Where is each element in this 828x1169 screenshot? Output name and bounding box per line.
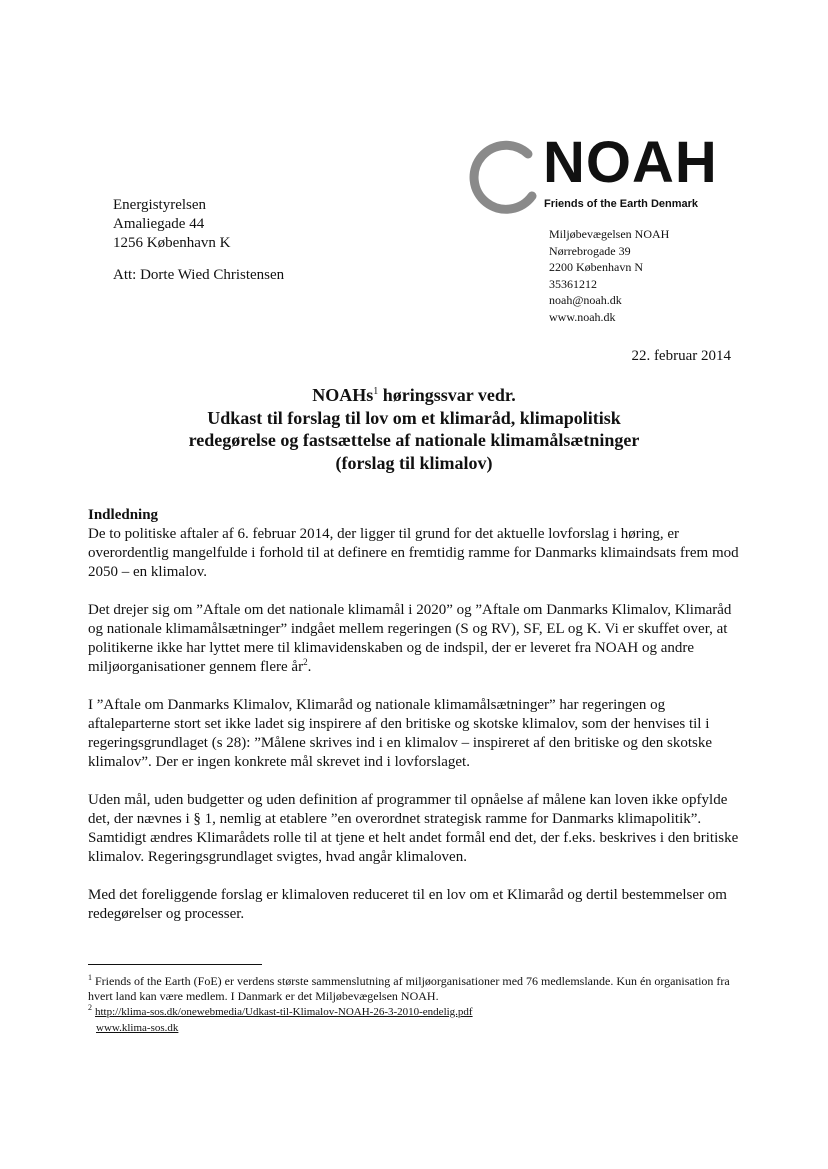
footnote-2: $^2$ http://klima-sos.dk/onewebmedia/Udkast-til-Klimalov-NOAH-26-3-2010-endelig.pdf [88, 1003, 473, 1018]
footnote-1: $^1$ Friends of the Earth (FoE) er verdens største sammenslutning af miljøorganisationer med 76 medlemslande. Kun én organisation fra hvert land kan være medlem. I Danmark er det Miljøbevægelsen NOAH. [88, 973, 730, 1003]
title-line-4: (forslag til klimalov) [335, 452, 493, 473]
paragraph-2: Det drejer sig om ”Aftale om det nationale klimamål i 2020” og ”Aftale om Danmarks Klimalov, Klimaråd og nationale klimamålsætninger” indgået mellem regeringen (S og RV), SF, EL og K. Vi er skuffet over, at politikerne ikke har lyttet mere til klimavidenskaben og de indspil, der er leveret fra NOAH og andre miljøorganisationer gennem flere $år^2$. [88, 602, 732, 675]
paragraph-5: Med det foreliggende forslag er klimaloven reduceret til en lov om et Klimaråd og dertil bestemmelser om redegørelser og processer. [88, 887, 727, 922]
title-footnote-ref: 1 [373, 386, 379, 397]
sender-web: www.noah.dk [549, 309, 616, 324]
recipient-attention: Att: Dorte Wied Christensen [113, 267, 285, 283]
paragraph-4: Uden mål, uden budgetter og uden definition af programmer til opnåelse af målene kan loven ikke opfylde det, der nævnes i § 1, nemlig at etablere ”en overordnet strategisk ramme for Danmarks klimapolitik”. Samtidigt ændres Klimarådets rolle til at tjene et helt andet formål end det, der f.eks. beskrives i den britiske klimalov. Regeringsgrundlaget svigtes, hvad angår klimaloven. [88, 792, 739, 865]
recipient-street: Amaliegade 44 [113, 216, 205, 232]
paragraph-3: I ”Aftale om Danmarks Klimalov, Klimaråd og nationale klimamålsætninger” har regeringen og aftaleparterne stort set ikke ladet sig inspirere af den britiske og skotske klimalov, som der henvises til i regeringsgrundlaget (s 28): ”Målene skrives ind i en klimalov – inspireret af den britiske og den skotske klimalov”. Der er ingen konkrete mål skrevet ind i lovforslaget. [88, 697, 713, 770]
footnote-2-link-pdf[interactable]: http://klima-sos.dk/onewebmedia/Udkast-til-Klimalov-NOAH-26-3-2010-endelig.pdf [95, 1006, 473, 1018]
noah-logo [466, 130, 728, 210]
footnote-ref-2: 2 [303, 657, 308, 667]
logo-tagline: Friends of the Earth Denmark [544, 198, 699, 210]
sender-phone: 35361212 [549, 276, 597, 291]
sender-address [549, 226, 669, 325]
title-line-3: redegørelse og fastsættelse af nationale klimamålsætninger [188, 430, 640, 450]
logo-wordmark: NOAH [543, 130, 718, 195]
section-heading: Indledning [88, 507, 159, 523]
sender-name: Miljøbevægelsen NOAH [549, 227, 670, 241]
sender-street: Nørrebrogade 39 [549, 243, 631, 258]
recipient-name: Energistyrelsen [113, 197, 207, 213]
footnote-separator [88, 964, 262, 965]
footnote-2-link-site[interactable]: www.klima-sos.dk [96, 1022, 179, 1034]
letter-body [88, 506, 748, 943]
paragraph-1: De to politiske aftaler af 6. februar 2014, der ligger til grund for det aktuelle lovforslag i høring, er overordentlig mangelfulde i forhold til at definere en fremtidig ramme for Danmarks klimaindsats frem mod 2050 – en klimalov. [88, 526, 739, 580]
recipient-city: 1256 København K [113, 235, 231, 251]
footnotes [88, 974, 748, 1036]
sender-email: noah@noah.dk [549, 293, 622, 307]
letter-date: 22. februar 2014 [631, 348, 731, 364]
noah-ring-logo-icon [466, 140, 546, 220]
title-line-2: Udkast til forslag til lov om et klimaråd, klimapolitisk [207, 407, 621, 428]
document-title [0, 384, 828, 474]
recipient-address [113, 196, 284, 285]
title-line-1: NOAHs$^1$ høringssvar vedr. [312, 385, 516, 405]
sender-city: 2200 København N [549, 260, 643, 274]
